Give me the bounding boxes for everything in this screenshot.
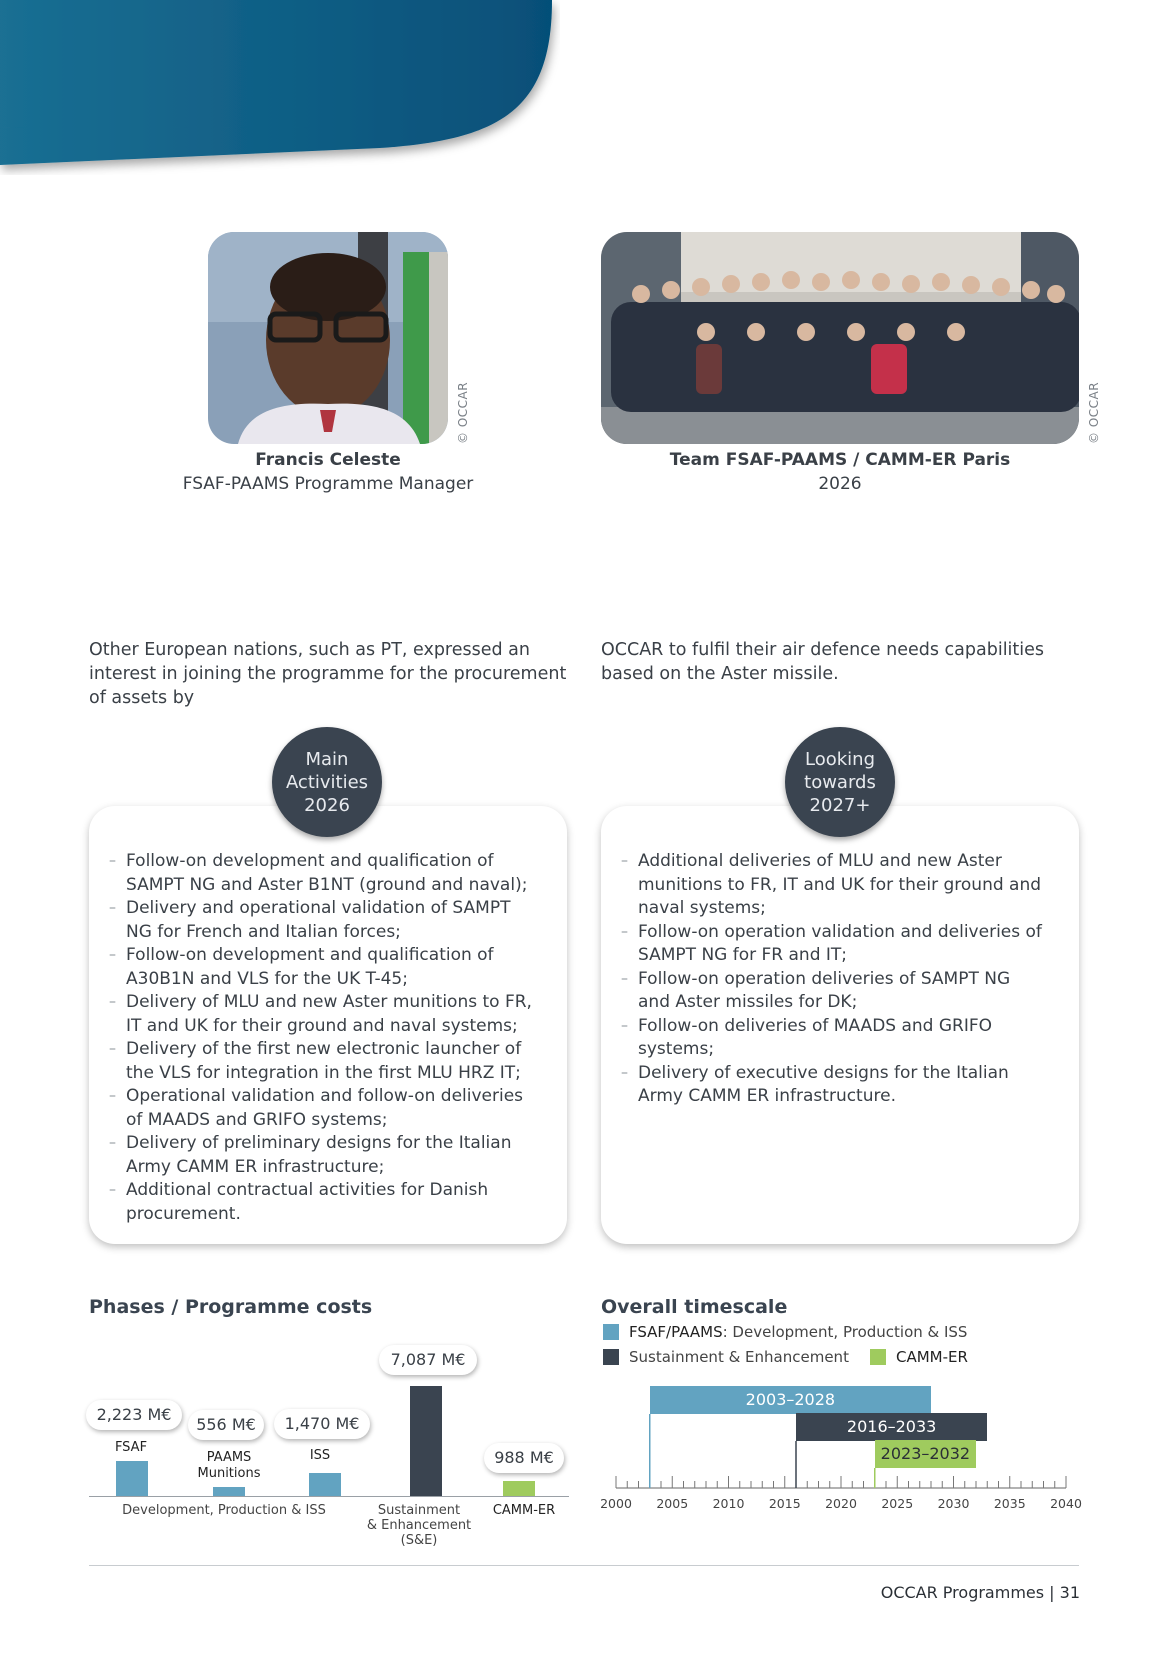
value-label-camm: 988 M€ bbox=[484, 1443, 564, 1473]
legend-camm bbox=[870, 1348, 968, 1366]
main-activities-card bbox=[89, 806, 567, 1244]
team-credit: © OCCAR bbox=[1087, 381, 1101, 444]
main-activities-title-3: 2026 bbox=[304, 794, 350, 816]
list-item: – Delivery of preliminary designs for the Italian Army CAMM ER infrastructure; bbox=[93, 1132, 541, 1179]
timeline-tick-label: 2000 bbox=[600, 1496, 632, 1511]
list-item: – Delivery and operational validation of SAMPT NG for French and Italian forces; bbox=[93, 897, 541, 944]
value-label-paams: 556 M€ bbox=[188, 1410, 264, 1440]
timeline-tick-label: 2035 bbox=[993, 1496, 1026, 1511]
legend-se-name: Sustainment & Enhancement bbox=[629, 1348, 849, 1366]
costs-chart bbox=[89, 1340, 569, 1560]
main-activities-list bbox=[93, 850, 541, 1226]
team-name: Team FSAF-PAAMS / CAMM-ER Paris bbox=[669, 450, 1011, 470]
team-year: 2026 bbox=[818, 474, 862, 494]
costs-baseline bbox=[89, 1496, 569, 1497]
legend-se bbox=[603, 1348, 849, 1366]
looking-towards-title-3: 2027+ bbox=[809, 794, 871, 816]
bar-camm bbox=[503, 1481, 535, 1496]
legend-swatch-se bbox=[603, 1349, 619, 1365]
category-label-iss: ISS bbox=[309, 1448, 331, 1463]
timeline-tick-label: 2040 bbox=[1050, 1496, 1082, 1511]
list-item: – Delivery of MLU and new Aster munitions to FR, IT and UK for their ground and naval systems; bbox=[93, 991, 541, 1038]
value-label-iss: 1,470 M€ bbox=[274, 1409, 370, 1439]
footer-divider bbox=[89, 1565, 1079, 1566]
main-activities-badge bbox=[272, 727, 382, 837]
timeline-tick-label: 2020 bbox=[825, 1496, 857, 1511]
list-item: – Additional contractual activities for Danish procurement. bbox=[93, 1179, 541, 1226]
se-label-2: & Enhancement bbox=[366, 1518, 472, 1533]
bar-fsaf bbox=[116, 1461, 148, 1496]
list-item: – Follow-on operation deliveries of SAMPT NG and Aster missiles for DK; bbox=[605, 968, 1045, 1015]
value-label-fsaf: 2,223 M€ bbox=[86, 1400, 182, 1430]
bar-se bbox=[410, 1386, 442, 1496]
list-item: – Follow-on operation validation and deliveries of SAMPT NG for FR and IT; bbox=[605, 921, 1045, 968]
intro-right: OCCAR to fulfil their air defence needs capabilities based on the Aster missile. bbox=[601, 640, 1045, 684]
timeline-tick-label: 2005 bbox=[656, 1496, 689, 1511]
list-item: – Operational validation and follow-on deliveries of MAADS and GRIFO systems; bbox=[93, 1085, 541, 1132]
legend-fsaf bbox=[603, 1323, 967, 1341]
timeline-bar-fsaf: 2003–2028 bbox=[650, 1386, 931, 1414]
list-item: – Additional deliveries of MLU and new Aster munitions to FR, IT and UK for their ground and naval systems; bbox=[605, 850, 1045, 921]
list-item: – Delivery of the first new electronic launcher of the VLS for integration in the first MLU HRZ IT; bbox=[93, 1038, 541, 1085]
intro-left: Other European nations, such as PT, expressed an interest in joining the programme for the procurement of assets by bbox=[89, 640, 567, 708]
list-item: – Follow-on deliveries of MAADS and GRIFO systems; bbox=[605, 1015, 1045, 1062]
category-label-paams: PAAMS Munitions bbox=[197, 1450, 261, 1481]
profile-name: Francis Celeste bbox=[255, 450, 401, 470]
category-label-fsaf: FSAF bbox=[114, 1440, 148, 1455]
timescale-title: Overall timescale bbox=[601, 1296, 788, 1318]
timeline-chart bbox=[600, 1380, 1082, 1520]
main-activities-title-1: Main bbox=[305, 748, 349, 770]
footer-page-label: OCCAR Programmes | 31 bbox=[880, 1583, 1080, 1602]
legend-swatch-fsaf bbox=[603, 1324, 619, 1340]
timeline-tick-label: 2015 bbox=[768, 1496, 801, 1511]
timeline-tick-label: 2010 bbox=[712, 1496, 745, 1511]
header-band bbox=[0, 0, 560, 175]
main-activities-title-2: Activities bbox=[285, 771, 369, 793]
looking-towards-list bbox=[605, 850, 1045, 1109]
group-label-camm: CAMM-ER bbox=[492, 1503, 556, 1518]
portrait-credit: © OCCAR bbox=[456, 381, 470, 444]
timeline-bar-camm: 2023–2032 bbox=[875, 1440, 976, 1468]
timeline-tick-label: 2025 bbox=[881, 1496, 914, 1511]
bar-iss bbox=[309, 1473, 341, 1496]
legend-swatch-camm bbox=[870, 1349, 886, 1365]
list-item: – Follow-on development and qualification of SAMPT NG and Aster B1NT (ground and naval); bbox=[93, 850, 541, 897]
legend-fsaf-suffix: : Development, Production & ISS bbox=[722, 1323, 968, 1341]
list-item: – Follow-on development and qualification of A30B1N and VLS for the UK T-45; bbox=[93, 944, 541, 991]
timeline-tick-label: 2030 bbox=[937, 1496, 970, 1511]
bar-paams bbox=[213, 1487, 245, 1496]
looking-towards-card bbox=[601, 806, 1079, 1244]
team-photo bbox=[601, 232, 1079, 444]
looking-towards-title-1: Looking bbox=[805, 748, 875, 770]
looking-towards-title-2: towards bbox=[804, 771, 876, 793]
portrait-photo bbox=[208, 232, 448, 444]
se-label-1: Sustainment bbox=[377, 1503, 461, 1518]
se-label-3: (S&E) bbox=[400, 1533, 438, 1548]
group-label-dev: Development, Production & ISS bbox=[122, 1503, 326, 1518]
timeline-bar-se: 2016–2033 bbox=[796, 1413, 987, 1441]
group-label-se bbox=[364, 1503, 474, 1548]
value-label-se: 7,087 M€ bbox=[379, 1345, 477, 1375]
legend-fsaf-name: FSAF/PAAMS bbox=[629, 1323, 723, 1341]
profile-role: FSAF-PAAMS Programme Manager bbox=[182, 474, 474, 494]
looking-towards-badge bbox=[785, 727, 895, 837]
costs-title: Phases / Programme costs bbox=[89, 1296, 373, 1318]
legend-camm-name: CAMM-ER bbox=[896, 1348, 968, 1366]
list-item: – Delivery of executive designs for the Italian Army CAMM ER infrastructure. bbox=[605, 1062, 1045, 1109]
